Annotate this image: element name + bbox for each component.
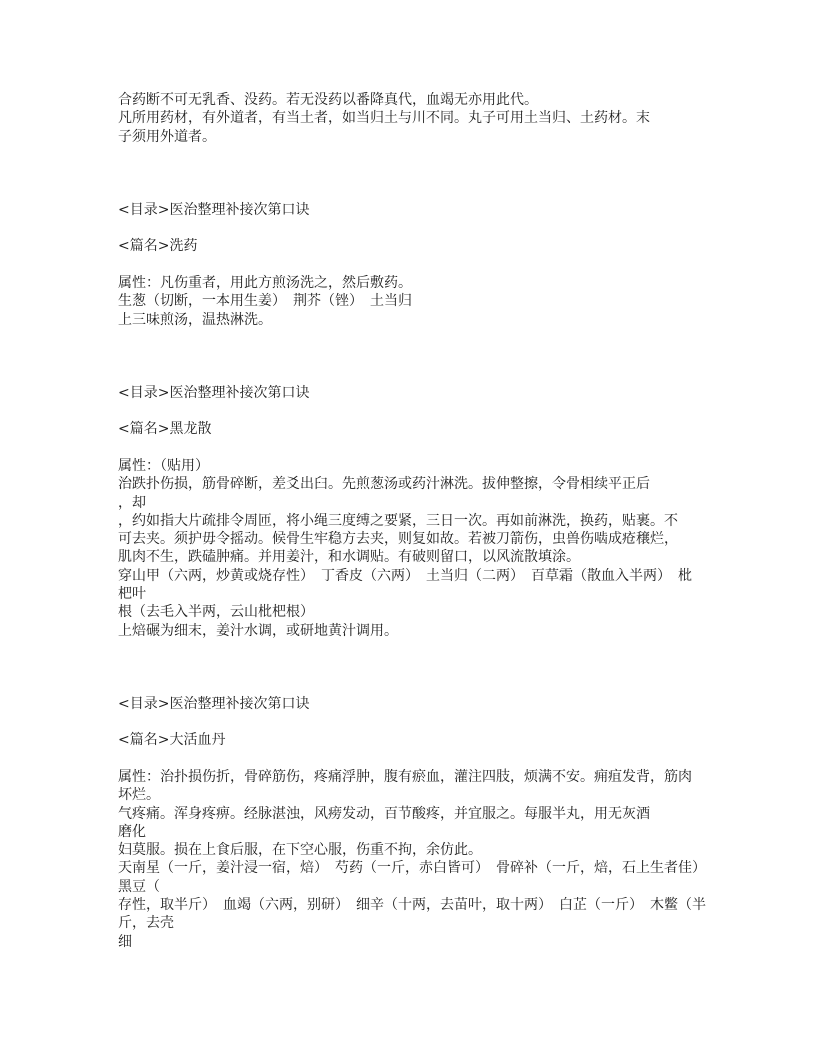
- blank-line: [118, 658, 738, 676]
- attribute-line: 属性：治扑损伤折，骨碎筋伤，疼痛浮肿，腹有瘀血，灌注四肢，烦满不安。痈疽发背，筋肉: [118, 768, 692, 785]
- text-line: 黑豆（: [118, 878, 160, 895]
- blank-line: [118, 750, 738, 768]
- text-line: 生葱（切断，一本用生姜） 荆芥（锉） 土当归: [118, 293, 412, 310]
- blank-line: [118, 146, 738, 164]
- text-line: 上三味煎汤，温热淋洗。: [118, 311, 272, 328]
- blank-line: [118, 640, 738, 658]
- blank-line: [118, 677, 738, 695]
- text-line: 磨化: [118, 823, 146, 840]
- text-line: 治跌扑伤损，筋骨碎断，差爻出臼。先煎葱汤或药汁淋洗。拔伸整擦，令骨相续平正后: [118, 476, 650, 493]
- text-line: 子须用外道者。: [118, 128, 216, 145]
- blank-line: [118, 365, 738, 383]
- text-line: 合药断不可无乳香、没药。若无没药以番降真代，血竭无亦用此代。: [118, 92, 538, 108]
- blank-line: [118, 256, 738, 274]
- blank-line: [118, 219, 738, 237]
- text-line: 坏烂。: [118, 787, 160, 804]
- text-line: ，却: [118, 494, 146, 511]
- text-line: 上焙碾为细末，姜汁水调，或研地黄汁调用。: [118, 622, 398, 639]
- blank-line: [118, 439, 738, 457]
- blank-line: [118, 347, 738, 365]
- blank-line: [118, 402, 738, 420]
- text-line: 穿山甲（六两，炒黄或烧存性） 丁香皮（六两） 土当归（二两） 百草霜（散血入半两） 枇: [118, 567, 692, 584]
- section-title-line: <篇名>洗药: [118, 238, 198, 255]
- text-line: 凡所用药材，有外道者，有当土者，如当归土与川不同。丸子可用土当归、土药材。末: [118, 110, 650, 127]
- section-title-line: <篇名>大活血丹: [118, 732, 226, 749]
- text-line: 妇莫服。损在上食后服，在下空心服，伤重不拘，余仿此。: [118, 842, 482, 859]
- text-line: 杷叶: [118, 586, 146, 603]
- attribute-line: 属性：凡伤重者，用此方煎汤洗之，然后敷药。: [118, 274, 412, 291]
- blank-line: [118, 182, 738, 200]
- text-line: 细: [118, 933, 132, 950]
- document-text: [118, 91, 738, 951]
- text-line: 气疼痛。浑身疼痹。经脉湛浊，风痨发动，百节酸疼，并宜服之。每服半丸，用无灰酒: [118, 805, 650, 822]
- text-line: 可去夹。须护毋令摇动。候骨生牢稳方去夹，则复如故。若被刀箭伤，虫兽伤啮成疮穣烂，: [118, 531, 678, 548]
- blank-line: [118, 713, 738, 731]
- blank-line: [118, 164, 738, 182]
- text-line: 肌肉不生，跌磕肿痛。并用姜汁，和水调贴。有破则留口，以风流散填涂。: [118, 549, 580, 566]
- text-line: ，约如指大片疏排令周匝，将小绳三度缚之要紧，三日一次。再如前淋洗，换药，贴裹。不: [118, 512, 678, 529]
- catalog-heading-line: <目录>医治整理补接次第口诀: [118, 695, 310, 712]
- text-line: 天南星（一斤，姜汁浸一宿，焙） 芍药（一斤，赤白皆可） 骨碎补（一斤，焙，石上生者佳）: [118, 860, 706, 877]
- text-line: 斤，去壳: [118, 915, 174, 932]
- attribute-line: 属性：（贴用）: [118, 457, 209, 474]
- blank-line: [118, 329, 738, 347]
- catalog-heading-line: <目录>医治整理补接次第口诀: [118, 384, 310, 401]
- text-line: 存性，取半斤） 血竭（六两，别研） 细辛（十两，去苗叶，取十两） 白芷（一斤） 木鳖（半: [118, 897, 706, 914]
- catalog-heading-line: <目录>医治整理补接次第口诀: [118, 201, 310, 218]
- text-line: 根（去毛入半两，云山枇杷根）: [118, 604, 314, 621]
- section-title-line: <篇名>黑龙散: [118, 421, 212, 438]
